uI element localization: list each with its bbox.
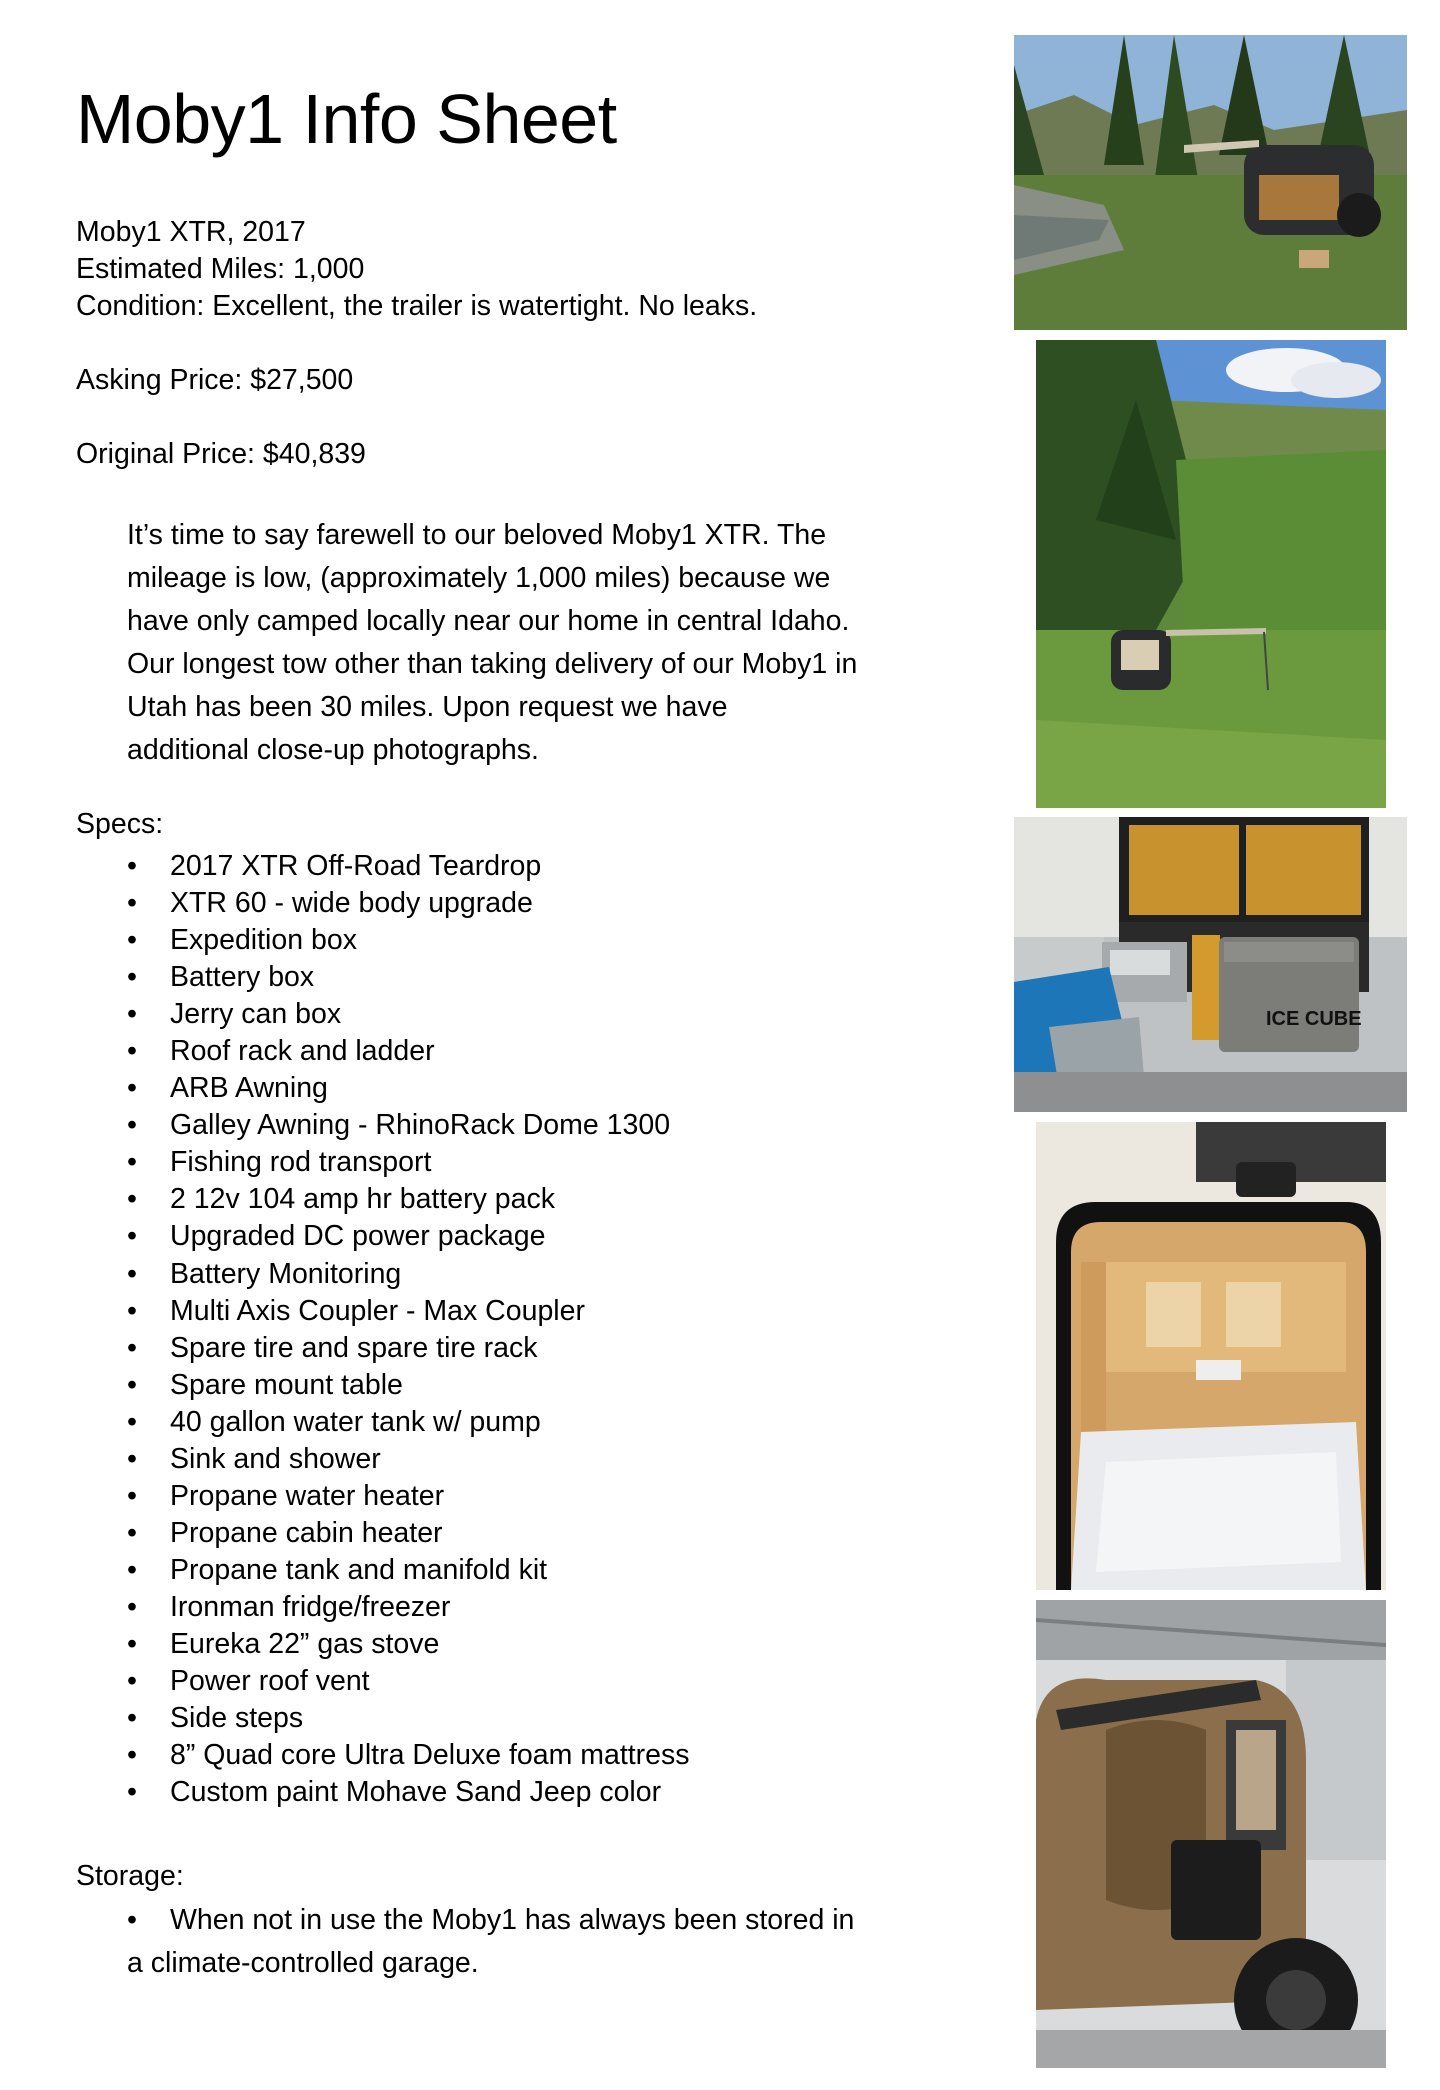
description-line: have only camped locally near our home in central Idaho. bbox=[127, 605, 850, 637]
photo-trailer-creek bbox=[1014, 35, 1407, 330]
spec-item: • Roof rack and ladder bbox=[127, 1033, 690, 1070]
spec-item: • Galley Awning - RhinoRack Dome 1300 bbox=[127, 1107, 690, 1144]
photo-galley-fridge bbox=[1014, 817, 1407, 1112]
spec-item: • Fishing rod transport bbox=[127, 1144, 690, 1181]
description-paragraph bbox=[127, 514, 917, 772]
spec-item: • Expedition box bbox=[127, 922, 690, 959]
vehicle-info bbox=[76, 214, 757, 325]
storage-note bbox=[127, 1899, 927, 1985]
spec-item: • 8” Quad core Ultra Deluxe foam mattress bbox=[127, 1737, 690, 1774]
storage-heading: Storage: bbox=[76, 1860, 184, 1892]
spec-item: • Multi Axis Coupler - Max Coupler bbox=[127, 1293, 690, 1330]
spec-item: • Spare mount table bbox=[127, 1367, 690, 1404]
spec-item: • XTR 60 - wide body upgrade bbox=[127, 885, 690, 922]
spec-item: • Ironman fridge/freezer bbox=[127, 1589, 690, 1626]
photo-trailer-meadow bbox=[1036, 340, 1386, 808]
page-title: Moby1 Info Sheet bbox=[76, 80, 617, 158]
asking-price: Asking Price: $27,500 bbox=[76, 364, 354, 396]
spec-item: • Jerry can box bbox=[127, 996, 690, 1033]
specs-heading: Specs: bbox=[76, 808, 164, 840]
spec-item: • 40 gallon water tank w/ pump bbox=[127, 1404, 690, 1441]
spec-item: • Eureka 22” gas stove bbox=[127, 1626, 690, 1663]
spec-item: • Upgraded DC power package bbox=[127, 1218, 690, 1255]
spec-item: • Custom paint Mohave Sand Jeep color bbox=[127, 1774, 690, 1811]
description-line: mileage is low, (approximately 1,000 miles) because we bbox=[127, 562, 831, 594]
spec-item: • ARB Awning bbox=[127, 1070, 690, 1107]
spec-item: • Battery box bbox=[127, 959, 690, 996]
spec-item: • 2 12v 104 amp hr battery pack bbox=[127, 1181, 690, 1218]
spec-item: • Power roof vent bbox=[127, 1663, 690, 1700]
bullet: • bbox=[127, 1904, 137, 1936]
spec-item: • 2017 XTR Off-Road Teardrop bbox=[127, 848, 690, 885]
fridge-brand-label: ICE CUBE bbox=[1266, 1008, 1362, 1030]
spec-item: • Battery Monitoring bbox=[127, 1256, 690, 1293]
photo-cabin-interior bbox=[1036, 1122, 1386, 1590]
original-price: Original Price: $40,839 bbox=[76, 438, 366, 470]
spec-item: • Side steps bbox=[127, 1700, 690, 1737]
model-year: Moby1 XTR, 2017 bbox=[76, 216, 306, 248]
spec-item: • Spare tire and spare tire rack bbox=[127, 1330, 690, 1367]
condition: Condition: Excellent, the trailer is watertight. No leaks. bbox=[76, 290, 758, 322]
storage-line: a climate-controlled garage. bbox=[127, 1947, 479, 1979]
description-line: Utah has been 30 miles. Upon request we have bbox=[127, 691, 728, 723]
description-line: It’s time to say farewell to our beloved Moby1 XTR. The bbox=[127, 519, 827, 551]
estimated-miles: Estimated Miles: 1,000 bbox=[76, 253, 365, 285]
description-line: Our longest tow other than taking delivery of our Moby1 in bbox=[127, 648, 858, 680]
description-line: additional close-up photographs. bbox=[127, 734, 539, 766]
spec-item: • Propane tank and manifold kit bbox=[127, 1552, 690, 1589]
specs-list bbox=[127, 848, 690, 1811]
spec-item: • Propane cabin heater bbox=[127, 1515, 690, 1552]
spec-item: • Sink and shower bbox=[127, 1441, 690, 1478]
storage-line: When not in use the Moby1 has always been stored in bbox=[170, 1904, 855, 1936]
photo-trailer-rear bbox=[1036, 1600, 1386, 2068]
spec-item: • Propane water heater bbox=[127, 1478, 690, 1515]
